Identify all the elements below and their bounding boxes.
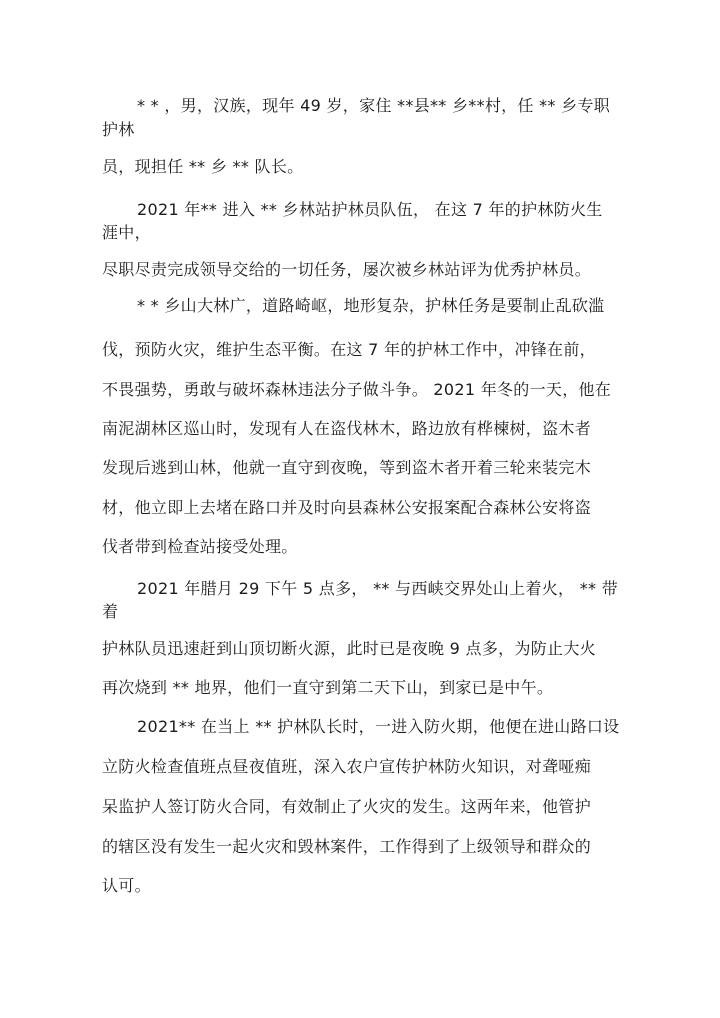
text-line: * * 乡山大林广，道路崎岖，地形复杂，护林任务是要制止乱砍滥	[137, 296, 605, 315]
text-line: 发现后逃到山林，他就一直守到夜晚，等到盗木者开着三轮来装完木	[102, 458, 592, 477]
text-line: 着	[102, 602, 119, 621]
text-line: 涯中，	[102, 223, 151, 242]
text-line: 材，他立即上去堵在路口并及时向县森林公安报案配合森林公安将盗	[102, 498, 592, 517]
text-line: 2021** 在当上 ** 护林队长时，一进入防火期，他便在进山路口设	[137, 717, 620, 736]
text-line: 尽职尽责完成领导交给的一切任务，屡次被乡林站评为优秀护林员。	[102, 260, 592, 279]
text-line: 员，现担任 ** 乡 ** 队长。	[102, 157, 304, 176]
text-line: 立防火检查值班点昼夜值班，深入农户宣传护林防火知识，对聋哑痴	[102, 757, 592, 776]
text-line: 再次烧到 ** 地界，他们一直守到第二天下山，到家已是中午。	[102, 678, 554, 697]
text-line: 伐者带到检查站接受处理。	[102, 537, 298, 556]
text-line: 的辖区没有发生一起火灾和毁林案件，工作得到了上级领导和群众的	[102, 837, 592, 856]
text-line: 南泥湖林区巡山时，发现有人在盗伐林木，路边放有桦楝树，盗木者	[102, 419, 592, 438]
text-line: 护林	[102, 120, 135, 139]
text-line: 2021 年腊月 29 下午 5 点多， ** 与西峡交界处山上着火， ** 带	[137, 579, 619, 598]
text-line: 不畏强势，勇敢与破坏森林违法分子做斗争。 2021 年冬的一天，他在	[102, 380, 612, 399]
text-line: 护林队员迅速赶到山顶切断火源，此时已是夜晚 9 点多，为防止大火	[102, 639, 596, 658]
text-line: 呆监护人签订防火合同，有效制止了火灾的发生。这两年来，他管护	[102, 797, 592, 816]
text-line: * * ，男，汉族，现年 49 岁，家住 **县** 乡**村，任 ** 乡专职	[137, 96, 611, 115]
text-line: 2021 年** 进入 ** 乡林站护林员队伍， 在这 7 年的护林防火生	[137, 200, 603, 219]
text-line: 伐，预防火灾，维护生态平衡。在这 7 年的护林工作中，冲锋在前，	[102, 340, 596, 359]
text-line: 认可。	[102, 876, 151, 895]
